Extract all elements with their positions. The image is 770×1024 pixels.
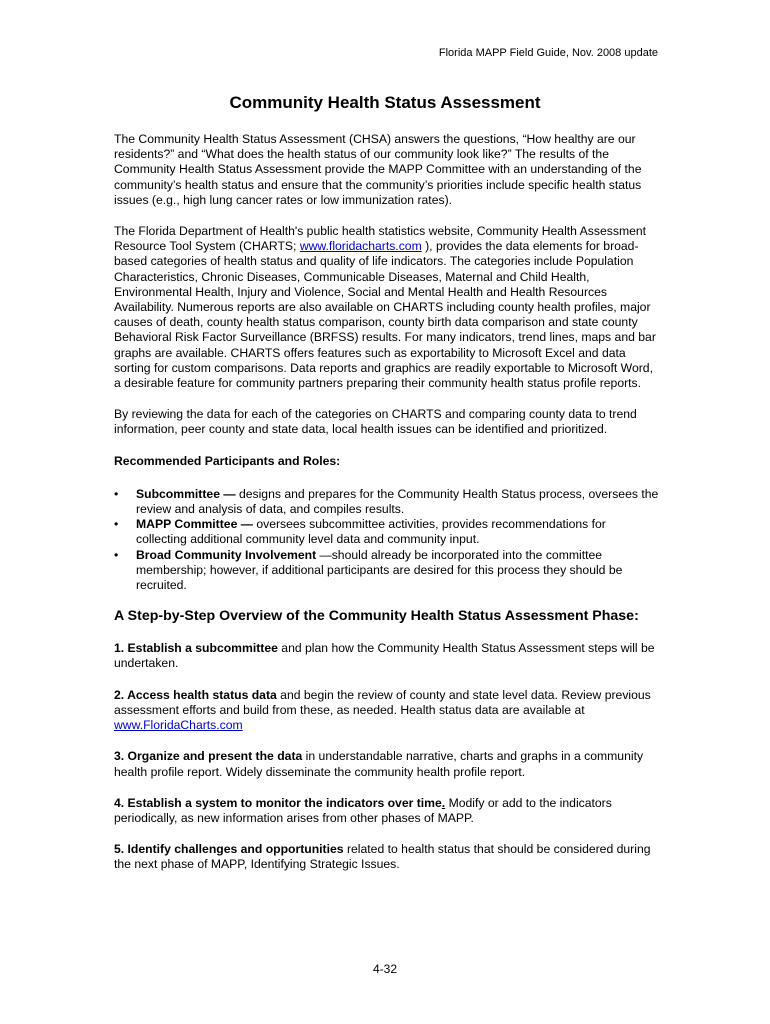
role-description: designs and prepares for the Community Health Status process, oversees the review and analysis of data, and compiles results. <box>136 486 659 517</box>
role-term: MAPP Committee — <box>136 517 253 532</box>
role-item-broad-community <box>114 548 660 594</box>
step-label: 2. Access health status data <box>114 687 277 702</box>
intro-paragraph-2 <box>114 224 660 391</box>
bullet-icon: • <box>114 486 119 501</box>
step-label: 3. Organize and present the data <box>114 749 303 764</box>
roles-list <box>114 487 660 593</box>
step-text: related to health status that should be considered during the next phase of MAPP, Identifying Strategic Issues. <box>114 842 651 872</box>
floridacharts-link[interactable]: www.floridacharts.com <box>299 239 422 254</box>
role-term: Subcommittee — <box>136 486 236 501</box>
step-text: and plan how the Community Health Status Assessment steps will be undertaken. <box>114 641 655 671</box>
role-term: Broad Community Involvement <box>136 547 317 562</box>
step-label: 4. Establish a system to monitor the indicators over time <box>114 795 442 810</box>
step-1 <box>114 641 660 671</box>
step-text: Modify or add to the indicators periodically, as new information arises from other phases of MAPP. <box>114 795 612 825</box>
bullet-icon: • <box>114 517 119 532</box>
roles-heading: Recommended Participants and Roles: <box>114 453 341 468</box>
intro-paragraph-2-text-a: The Florida Department of Health's public health statistics website, Community Health Assessment Resource Tool System (CHARTS; <box>114 224 647 254</box>
step-label: 5. Identify challenges and opportunities <box>114 842 344 857</box>
bullet-icon: • <box>114 547 119 562</box>
intro-paragraph-2-text-b: ), provides the data elements for broad-based categories of health status and quality of life indicators. The categories include Population Characteristics, Chronic Diseases, Communicable Diseases, Maternal and Child Health, Environmental Health, Injury and Violence, Social and Mental Health and Health Resources Availability. Numerous reports are also available on CHARTS including county health profiles, major causes of death, county health status comparison, county birth data comparison and state county Behavioral Risk Factor Surveillance (BRFSS) results. For many indicators, trend lines, maps and bar graphs are available. CHARTS offers features such as exportability to Microsoft Excel and data sorting for custom comparisons. Data reports and graphics are readily exportable to Microsoft Word, a desirable feature for community partners preparing their community health status profile reports. <box>114 239 656 391</box>
step-2 <box>114 688 660 734</box>
role-item-subcommittee <box>114 487 660 517</box>
overview-heading: A Step-by-Step Overview of the Community Health Status Assessment Phase: <box>114 608 639 625</box>
intro-paragraph-3: By reviewing the data for each of the categories on CHARTS and comparing county data to trend information, peer county and state data, local health issues can be identified and prioritized. <box>114 407 637 437</box>
page-number: 4-32 <box>372 962 398 976</box>
step-4 <box>114 796 660 826</box>
step-text: and begin the review of county and state level data. Review previous assessment efforts and build from these, as needed. Health status data are available at <box>114 687 651 717</box>
page-title: Community Health Status Assessment <box>229 93 541 112</box>
running-header: Florida MAPP Field Guide, Nov. 2008 update <box>438 47 658 59</box>
role-description: oversees subcommittee activities, provides recommendations for collecting additional community level data and community input. <box>136 517 606 547</box>
step-text: in understandable narrative, charts and graphs in a community health profile report. Widely disseminate the community health profile report. <box>114 749 644 779</box>
step-5 <box>114 842 660 872</box>
body-content <box>114 132 660 889</box>
step-3 <box>114 749 660 779</box>
step-label-period: . <box>441 795 446 810</box>
intro-paragraph-1: The Community Health Status Assessment (CHSA) answers the questions, “How healthy are our residents?” and “What does the health status of our community look like?” The results of the Community Health Status Assessment provide the MAPP Committee with an understanding of the community’s health status and ensure that the community’s priorities include specific health status issues (e.g., high lung cancer rates or low immunization rates). <box>114 132 642 207</box>
floridacharts-link-2[interactable]: www.FloridaCharts.com <box>114 718 243 733</box>
role-item-mapp-committee <box>114 517 660 547</box>
step-label: 1. Establish a subcommittee <box>114 641 278 656</box>
role-description: —should already be incorporated into the committee membership; however, if additional participants are desired for this process they should be recruited. <box>136 547 623 593</box>
